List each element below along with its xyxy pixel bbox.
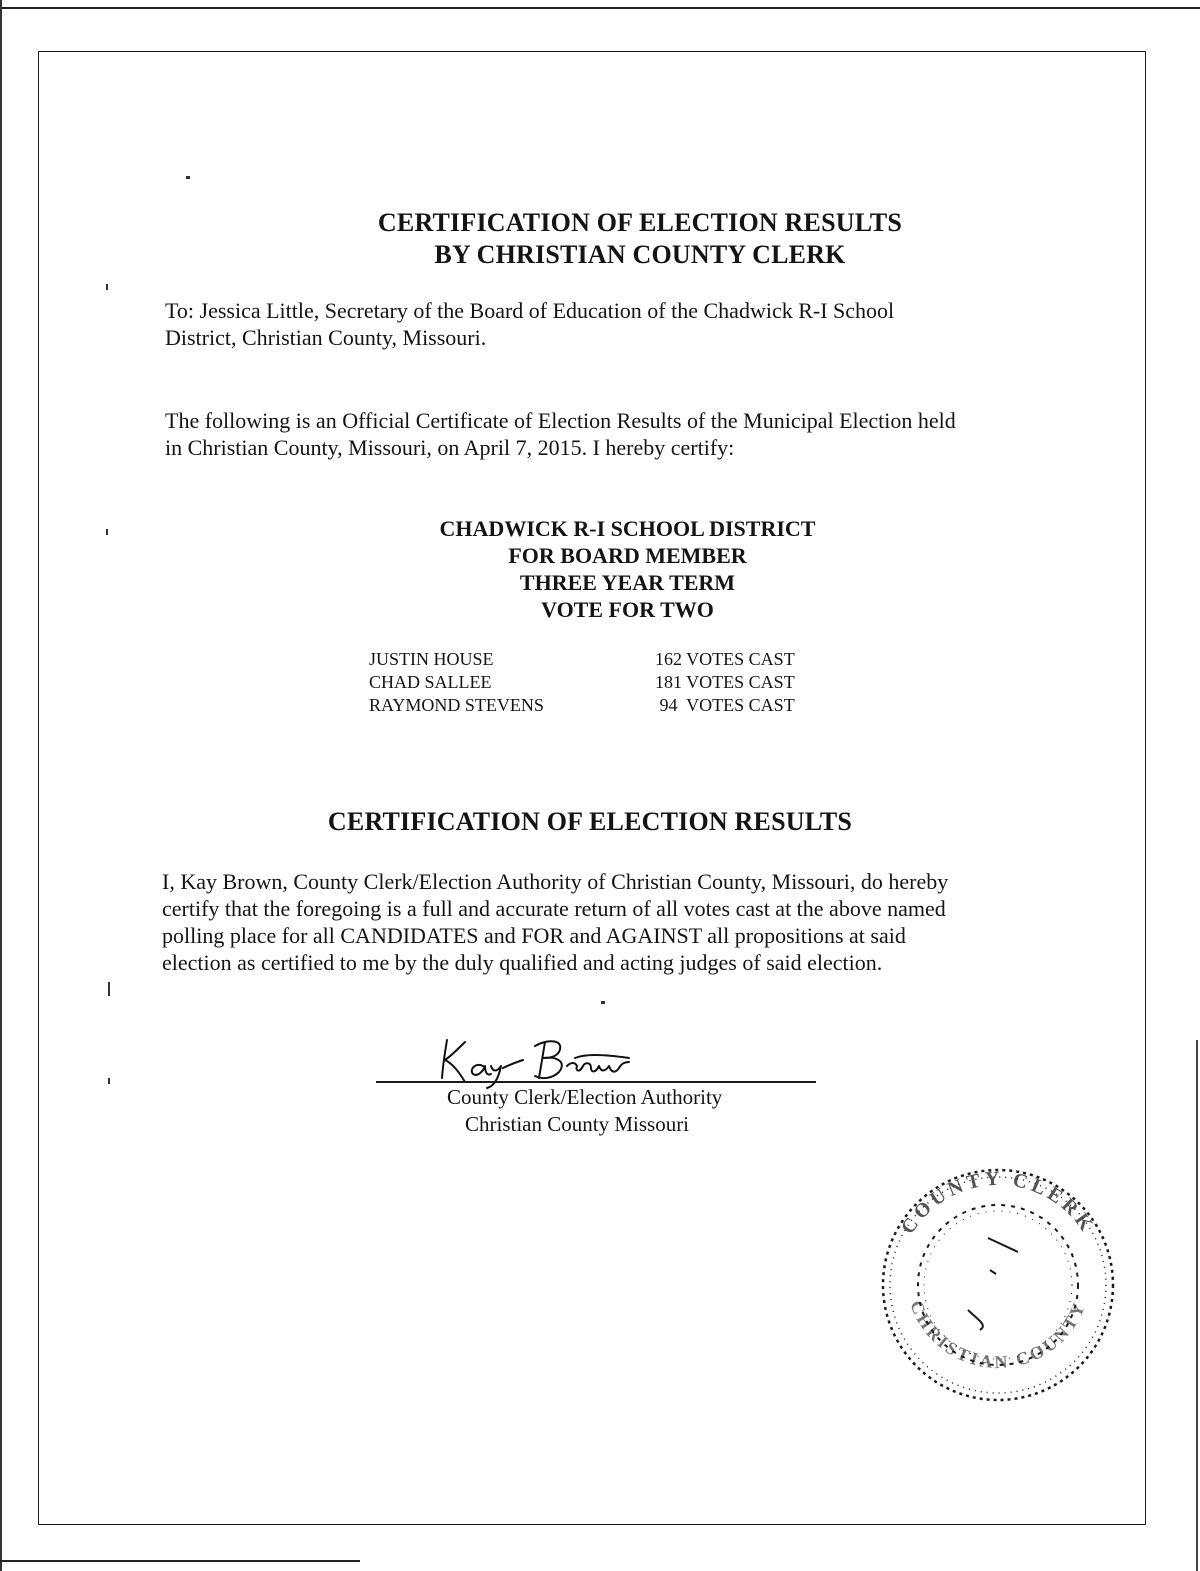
contest-vote-instruction: VOTE FOR TWO: [541, 597, 714, 622]
document-title-line-2: BY CHRISTIAN COUNTY CLERK: [434, 240, 846, 269]
scan-edge-right: [1196, 1040, 1198, 1571]
seal-text-top: COUNTY CLERK: [896, 1167, 1100, 1239]
document-title-line-1: CERTIFICATION OF ELECTION RESULTS: [377, 208, 903, 237]
candidate-votes: 181 VOTES CAST: [655, 672, 795, 692]
candidate-name: CHAD SALLEE: [369, 672, 492, 692]
certification-heading: CERTIFICATION OF ELECTION RESULTS: [327, 807, 853, 836]
county-seal-stamp: [868, 1160, 1128, 1410]
scan-edge-bottom: [0, 1560, 360, 1562]
contest-office: FOR BOARD MEMBER: [508, 543, 747, 568]
contest-term: THREE YEAR TERM: [519, 570, 736, 595]
handwritten-signature: [425, 1032, 645, 1092]
certification-line-1: I, Kay Brown, County Clerk/Election Authority of Christian County, Missouri, do hereby: [162, 869, 949, 894]
candidate-votes: 162 VOTES CAST: [655, 649, 795, 669]
candidate-name: RAYMOND STEVENS: [369, 695, 544, 715]
candidate-votes: 94 VOTES CAST: [655, 695, 795, 715]
certification-line-4: election as certified to me by the duly qualified and acting judges of said election.: [162, 950, 883, 975]
scan-edge-top: [0, 7, 1200, 9]
certification-line-3: polling place for all CANDIDATES and FOR and AGAINST all propositions at said: [162, 923, 906, 948]
addressee-line-1: To: Jessica Little, Secretary of the Board of Education of the Chadwick R-I School: [165, 298, 895, 323]
certification-line-2: certify that the foregoing is a full and accurate return of all votes cast at the above named: [162, 896, 946, 921]
signature-line: [376, 1081, 816, 1083]
candidate-name: JUSTIN HOUSE: [369, 649, 494, 669]
intro-line-2: in Christian County, Missouri, on April 7, 2015. I hereby certify:: [165, 435, 735, 460]
signature-jurisdiction: Christian County Missouri: [465, 1112, 690, 1136]
signature-title: County Clerk/Election Authority: [447, 1085, 723, 1109]
addressee-line-2: District, Christian County, Missouri.: [165, 325, 487, 350]
intro-line-1: The following is an Official Certificate of Election Results of the Municipal Election held: [165, 408, 956, 433]
seal-text-bottom: CHRISTIAN COUNTY: [906, 1297, 1090, 1373]
contest-name: CHADWICK R-I SCHOOL DISTRICT: [439, 516, 816, 541]
